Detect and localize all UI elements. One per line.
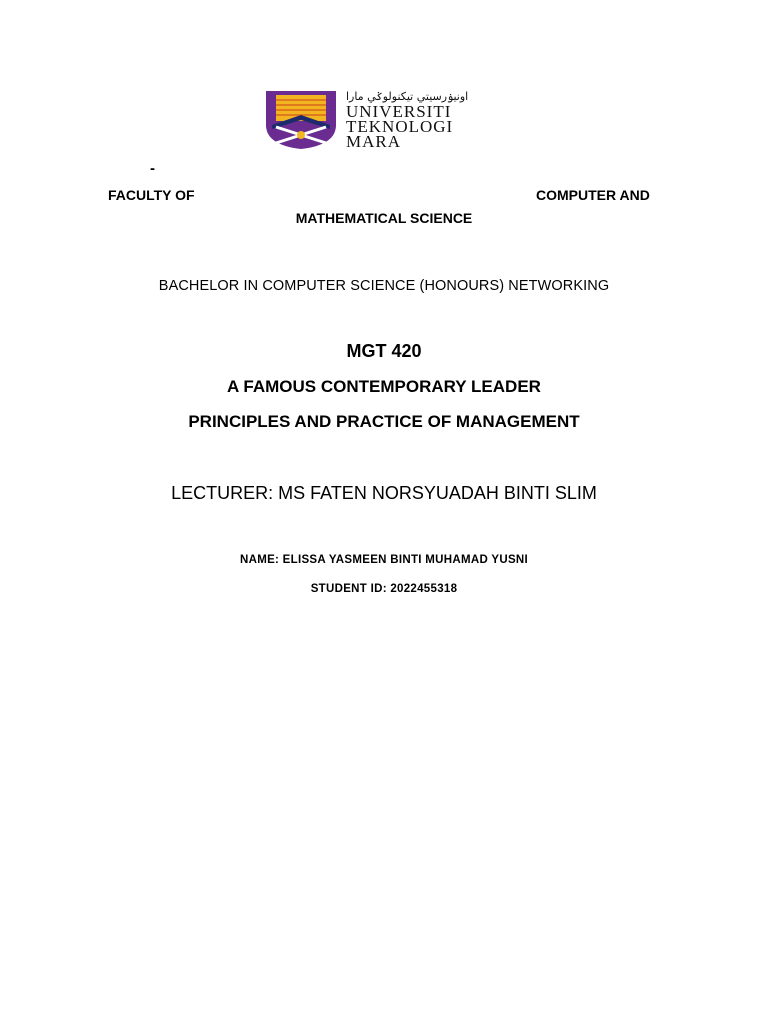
lecturer-line: LECTURER: MS FATEN NORSYUADAH BINTI SLIM [171,483,597,503]
program-title: BACHELOR IN COMPUTER SCIENCE (HONOURS) NETWORKING [158,278,610,294]
course-subject: PRINCIPLES AND PRACTICE OF MANAGEMENT [188,412,580,431]
faculty-text-part2: COMPUTER AND [536,187,650,203]
logo-line-2: TEKNOLOGI [346,117,454,136]
logo-jawi-text: اونيۏرسيتي تيكنولوݢي مارا [346,90,469,103]
dash-mark: - [150,160,155,177]
assignment-topic: A FAMOUS CONTEMPORARY LEADER [227,377,541,396]
faculty-text-part3: MATHEMATICAL SCIENCE [295,210,473,226]
course-code: MGT 420 [346,341,422,361]
crest-icon [266,91,336,149]
student-id: STUDENT ID: 2022455318 [310,583,458,595]
faculty-text-part1: FACULTY OF [108,187,195,203]
university-logo [262,85,510,151]
student-name: NAME: ELISSA YASMEEN BINTI MUHAMAD YUSNI [239,554,529,566]
logo-line-1: UNIVERSITI [346,102,452,121]
logo-line-3: MARA [346,132,402,151]
